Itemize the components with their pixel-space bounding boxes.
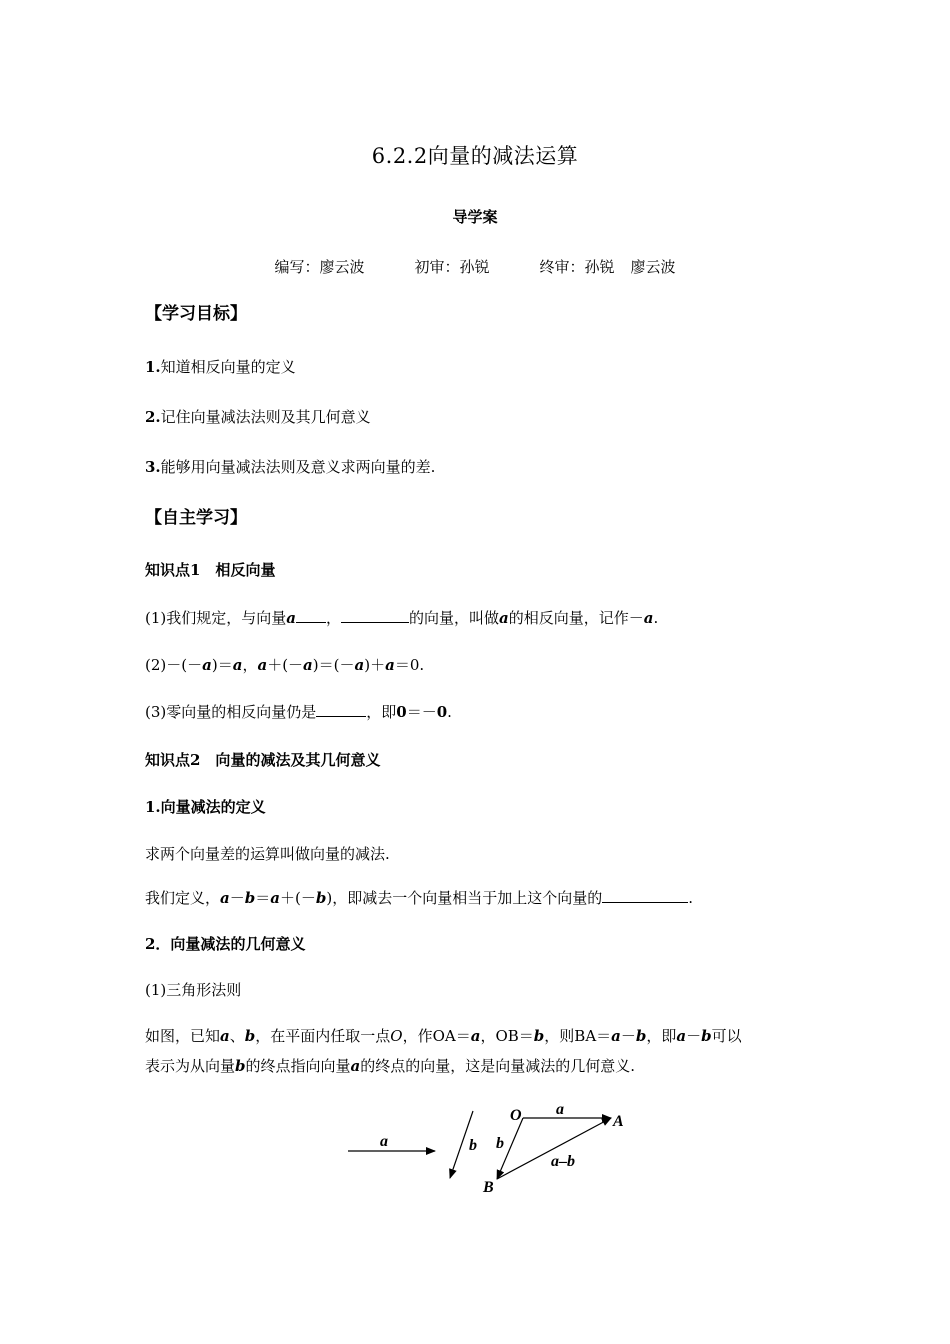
answer-blank[interactable]: [316, 702, 366, 717]
knowledge-point-2-title: 知识点2 向量的减法及其几何意义: [145, 751, 381, 769]
vector-a-label: a: [380, 1133, 388, 1150]
objective-item: 2.记住向量减法法则及其几何意义: [145, 408, 371, 426]
final-reviewer-b: 廖云波: [630, 258, 676, 276]
kp1-line-3: (3)零向量的相反向量仍是 ，即0＝－0.: [145, 703, 452, 721]
point-O-label: O: [510, 1107, 522, 1124]
objective-item: 3.能够用向量减法法则及意义求两向量的差.: [145, 458, 436, 476]
page-title: 6.2.2向量的减法运算: [371, 144, 579, 168]
writer: 编写：廖云波: [274, 258, 365, 276]
triangle-diff-label: a–b: [551, 1153, 575, 1170]
vector-subtraction-figure: [340, 1100, 640, 1200]
point-B-label: B: [483, 1179, 494, 1196]
triangle-b-label: b: [496, 1135, 504, 1152]
point-A-label: A: [613, 1113, 624, 1130]
answer-blank[interactable]: [602, 888, 688, 903]
kp1-line-2: (2)－(－a)＝a，a＋(－a)＝(－a)＋a＝0.: [145, 656, 425, 674]
objective-item: 1.知道相反向量的定义: [145, 358, 296, 376]
definition-text-1: 求两个向量差的运算叫做向量的减法.: [145, 845, 390, 863]
kp1-line-1: (1)我们规定，与向量a ， 的向量，叫做a的相反向量，记作－a.: [145, 609, 659, 627]
answer-blank[interactable]: [296, 608, 326, 623]
subsection-1-title: 1.向量减法的定义: [145, 798, 266, 816]
final-reviewer-a: 终审：孙锐: [539, 258, 615, 276]
geometry-text-1: 如图，已知a、b，在平面内任取一点O，作OA＝a，OB＝b，则BA＝a－b，即a－b可以: [145, 1027, 742, 1045]
triangle-a-label: a: [556, 1101, 564, 1118]
page-subtitle: 导学案: [452, 208, 498, 226]
first-reviewer: 初审：孙锐: [414, 258, 490, 276]
answer-blank[interactable]: [341, 608, 409, 623]
objectives-heading: 【学习目标】: [145, 304, 247, 324]
self-study-heading: 【自主学习】: [145, 508, 247, 528]
geometry-text-2: 表示为从向量b的终点指向向量a的终点的向量，这是向量减法的几何意义.: [145, 1057, 636, 1075]
authors-line: [0, 256, 950, 277]
knowledge-point-1-title: 知识点1 相反向量: [145, 561, 276, 579]
definition-text-2: 我们定义，a－b＝a＋(－b)，即减去一个向量相当于加上这个向量的 .: [145, 889, 694, 907]
triangle-rule-title: (1)三角形法则: [145, 981, 242, 999]
subsection-2-title: 2．向量减法的几何意义: [145, 935, 306, 953]
vector-b-label: b: [469, 1137, 477, 1154]
